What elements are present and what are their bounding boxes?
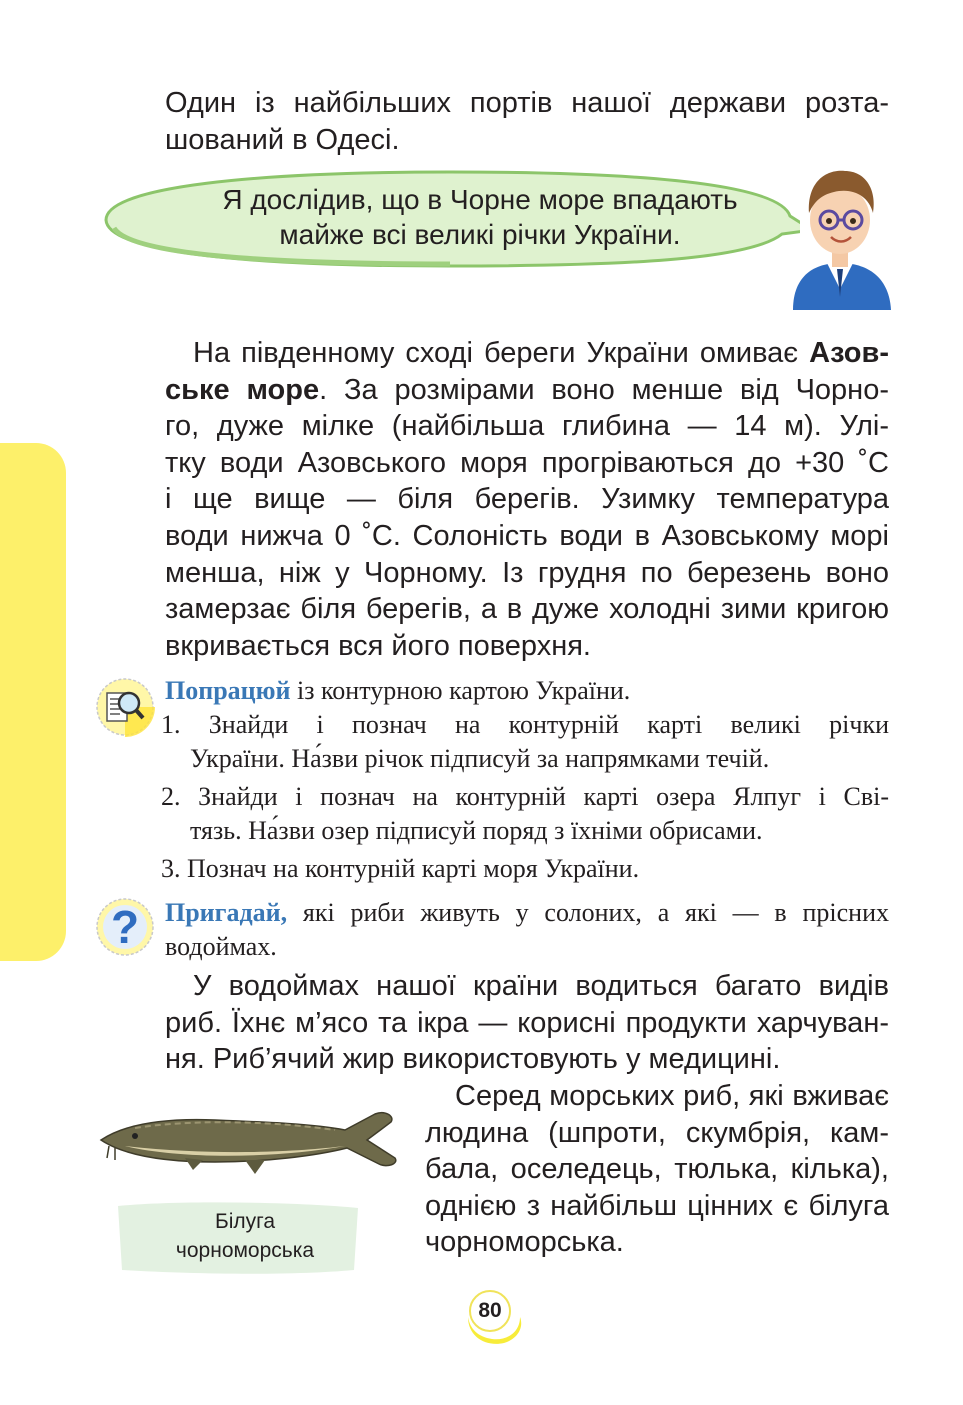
sea-fish-line: чорноморська. [425,1226,624,1259]
task-item-1-continued: України. На́зви річок підписуй за напрямками течій. [190,744,770,773]
caption-line: чорноморська [175,1239,315,1262]
recall-line: водоймах. [165,932,277,961]
azov-line [165,372,889,409]
intro-line: Один із найбільших портів нашої держави розта- [165,87,889,119]
fish-paragraph [165,968,889,1078]
azov-line [165,335,889,372]
fish-line: У водоймах нашої країни водиться багато видів [193,970,889,1002]
fish-line: риб. Їхнє м’ясо та ікра — корисні продукти харчуван- [165,1006,889,1039]
recall-text: які риби живуть у солоних, а які — в прісних [287,898,889,927]
recall-block [165,896,889,964]
task-item-2: 2. Знайди і познач на контурній карті озера Ялпуг і Сві- [161,782,889,811]
speech-bubble [100,168,800,268]
caption-line: Білуга [214,1210,276,1233]
azov-line: і ще вище — біля берегів. Узимку температура [165,483,889,516]
azov-line: замерзає біля берегів, а в дуже холодні зими кригою [165,593,889,626]
task-item-3: 3. Познач на контурній карті моря України. [161,854,640,883]
page-number: 80 [478,1299,502,1322]
page-number-badge [462,1287,524,1347]
bubble-line: майже всі великі річки України. [279,219,681,250]
azov-line: вкривається вся його поверхня. [165,629,591,662]
yellow-side-tab [0,443,66,961]
question-mark-icon [95,897,155,957]
intro-paragraph [165,85,889,158]
intro-line: шований в Одесі. [165,123,400,156]
sea-fish-line: людина (шпроти, скумбрія, кам- [425,1116,889,1149]
azov-line: води нижча 0 ˚С. Солоність води в Азовському морі [165,519,889,552]
task-item-2-continued: тязь. На́зви озер підписуй поряд з їхніми обрисами. [190,816,763,845]
task-item-1: 1. Знайди і познач на контурній карті великі річки [161,710,889,739]
question-mark-glyph: ? [110,901,140,953]
recall-line [165,896,889,930]
beluga-fish-illustration [95,1100,405,1180]
magnifier-document-icon [95,677,155,737]
sea-fish-line: однією з найбільш цінних є білуга [425,1189,889,1222]
task-intro: із контурною картою України. [290,676,631,705]
azov-line-text: . За розмірами воно менше від Чорно- [319,373,889,406]
fish-line: ня. Риб’ячий жир використовують у медицині. [165,1043,781,1076]
bubble-line: Я дослідив, що в Чорне море впадають [222,184,738,215]
azov-line-text: На південному сході береги України омиває [193,337,810,369]
boy-character-illustration [785,165,895,310]
azov-line: менша, ніж у Чорному. Із грудня по березень воно [165,556,889,589]
recall-keyword: Пригадай, [165,898,288,927]
bubble-text [220,182,740,252]
azov-line: го, дуже мілке (найбільша глибина — 14 м). Улі- [165,410,889,443]
sea-fish-line: бала, оселедець, тюлька, кілька), [425,1153,889,1186]
map-task-block [161,674,889,886]
azov-sea-term: Азов- [809,337,889,369]
azov-line: тку води Азовського моря прогріваються до +30 ˚С [165,446,889,479]
fish-caption [150,1207,340,1265]
azov-paragraph [165,335,889,664]
sea-fish-paragraph [425,1078,889,1261]
azov-sea-term: ське море [165,373,320,406]
sea-fish-line: Серед морських риб, які вживає [455,1080,889,1112]
task-keyword: Попрацюй [165,676,291,705]
task-heading [165,674,889,708]
